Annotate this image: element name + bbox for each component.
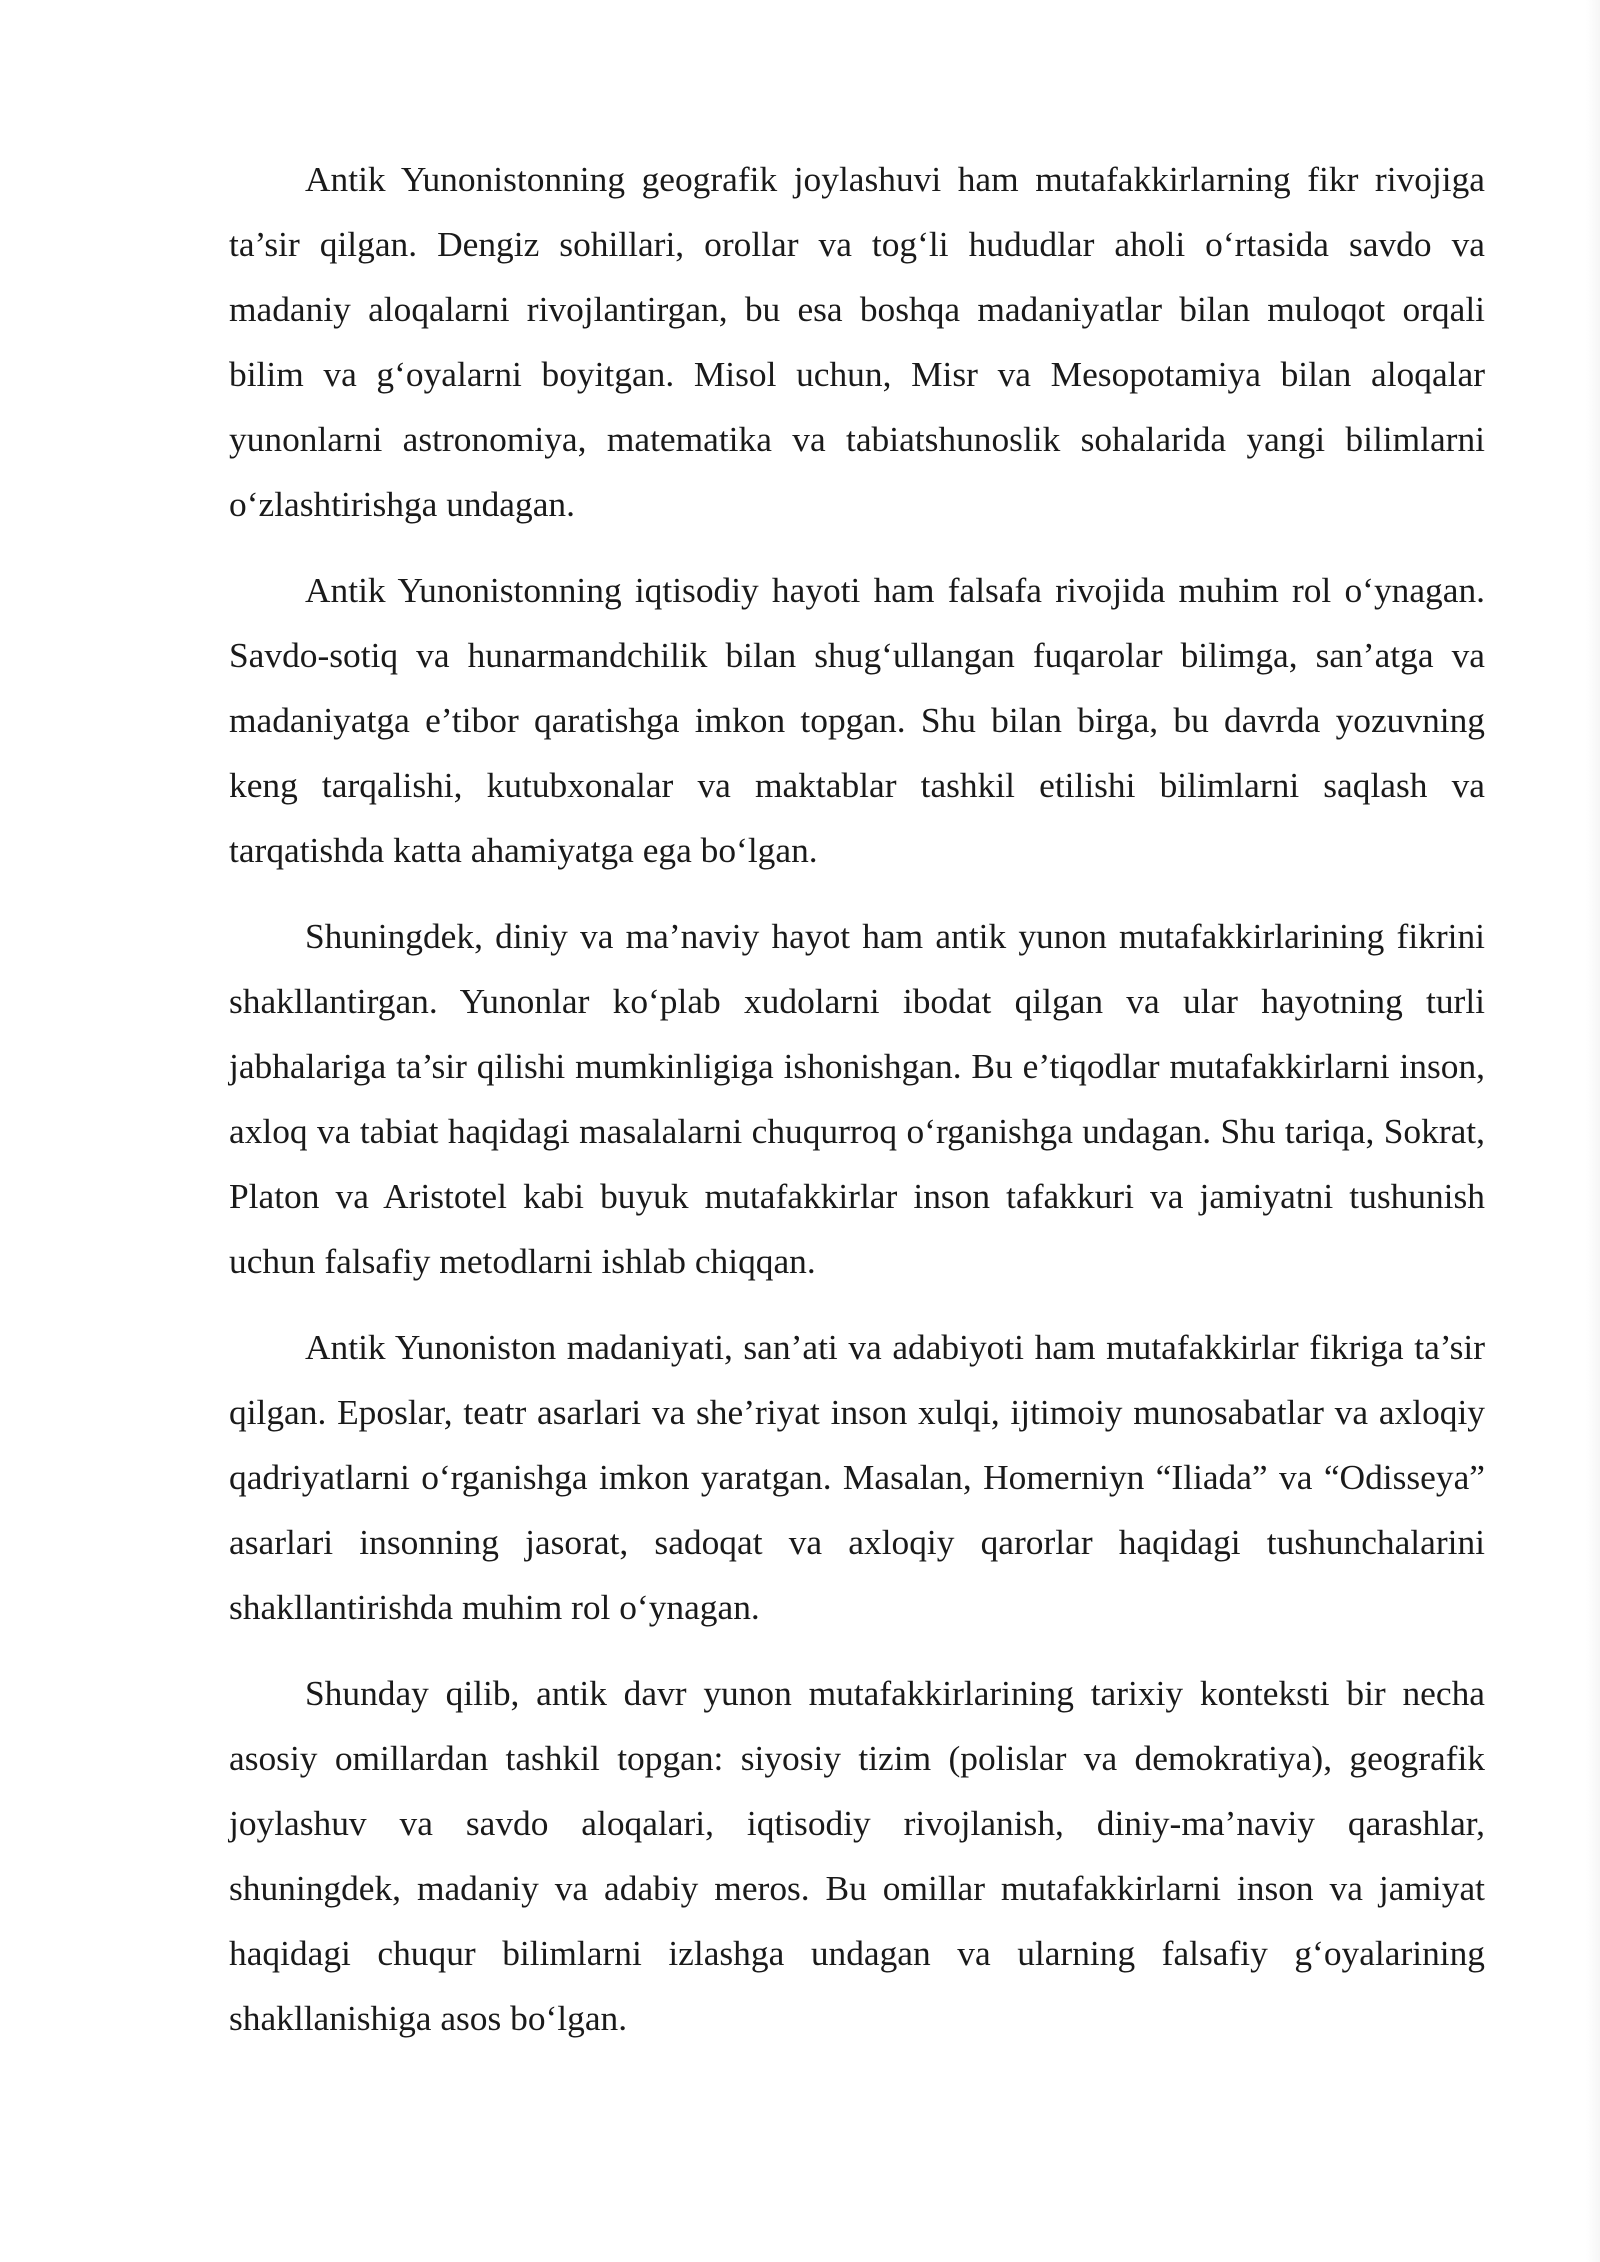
paragraph: Antik Yunonistonning iqtisodiy hayoti ham falsafa rivojida muhim rol o‘ynagan. Savdo-sotiq va hunarmandchilik bilan shug‘ullangan fuqarolar bilimga, san’atga va madaniyatga e’tibor qaratishga imkon topgan. Shu bilan birga, bu davrda yozuvning keng tarqalishi, kutubxonalar va maktablar tashkil etilishi bilimlarni saqlash va tarqatishda katta ahamiyatga ega bo‘lgan. <box>229 570 1485 870</box>
paragraph: Antik Yunoniston madaniyati, san’ati va adabiyoti ham mutafakkirlar fikriga ta’sir qilgan. Eposlar, teatr asarlari va she’riyat inson xulqi, ijtimoiy munosabatlar va axloqiy qadriyatlarni o‘rganishga imkon yaratgan. Masalan, Homerniyn “Iliada” va “Odisseya” asarlari insonning jasorat, sadoqat va axloqiy qarorlar haqidagi tushunchalarini shakllantirishda muhim rol o‘ynagan. <box>229 1327 1485 1627</box>
document-body <box>229 147 1485 2072</box>
paragraph: Shunday qilib, antik davr yunon mutafakkirlarining tarixiy konteksti bir necha asosiy omillardan tashkil topgan: siyosiy tizim (polislar va demokratiya), geografik joylashuv va savdo aloqalari, iqtisodiy rivojlanish, diniy-ma’naviy qarashlar, shuningdek, madaniy va adabiy meros. Bu omillar mutafakkirlarni inson va jamiyat haqidagi chuqur bilimlarni izlashga undagan va ularning falsafiy g‘oyalarining shakllanishiga asos bo‘lgan. <box>229 1673 1485 2038</box>
paragraph: Antik Yunonistonning geografik joylashuvi ham mutafakkirlarning fikr rivojiga ta’sir qilgan. Dengiz sohillari, orollar va tog‘li hududlar aholi o‘rtasida savdo va madaniy aloqalarni rivojlantirgan, bu esa boshqa madaniyatlar bilan muloqot orqali bilim va g‘oyalarni boyitgan. Misol uchun, Misr va Mesopotamiya bilan aloqalar yunonlarni astronomiya, matematika va tabiatshunoslik sohalarida yangi bilimlarni o‘zlashtirishga undagan. <box>229 159 1485 524</box>
page-edge-shadow <box>1586 0 1600 2262</box>
paragraph: Shuningdek, diniy va ma’naviy hayot ham antik yunon mutafakkirlarining fikrini shakllantirgan. Yunonlar ko‘plab xudolarni ibodat qilgan va ular hayotning turli jabhalariga ta’sir qilishi mumkinligiga ishonishgan. Bu e’tiqodlar mutafakkirlarni inson, axloq va tabiat haqidagi masalalarni chuqurroq o‘rganishga undagan. Shu tariqa, Sokrat, Platon va Aristotel kabi buyuk mutafakkirlar inson tafakkuri va jamiyatni tushunish uchun falsafiy metodlarni ishlab chiqqan. <box>229 916 1485 1281</box>
